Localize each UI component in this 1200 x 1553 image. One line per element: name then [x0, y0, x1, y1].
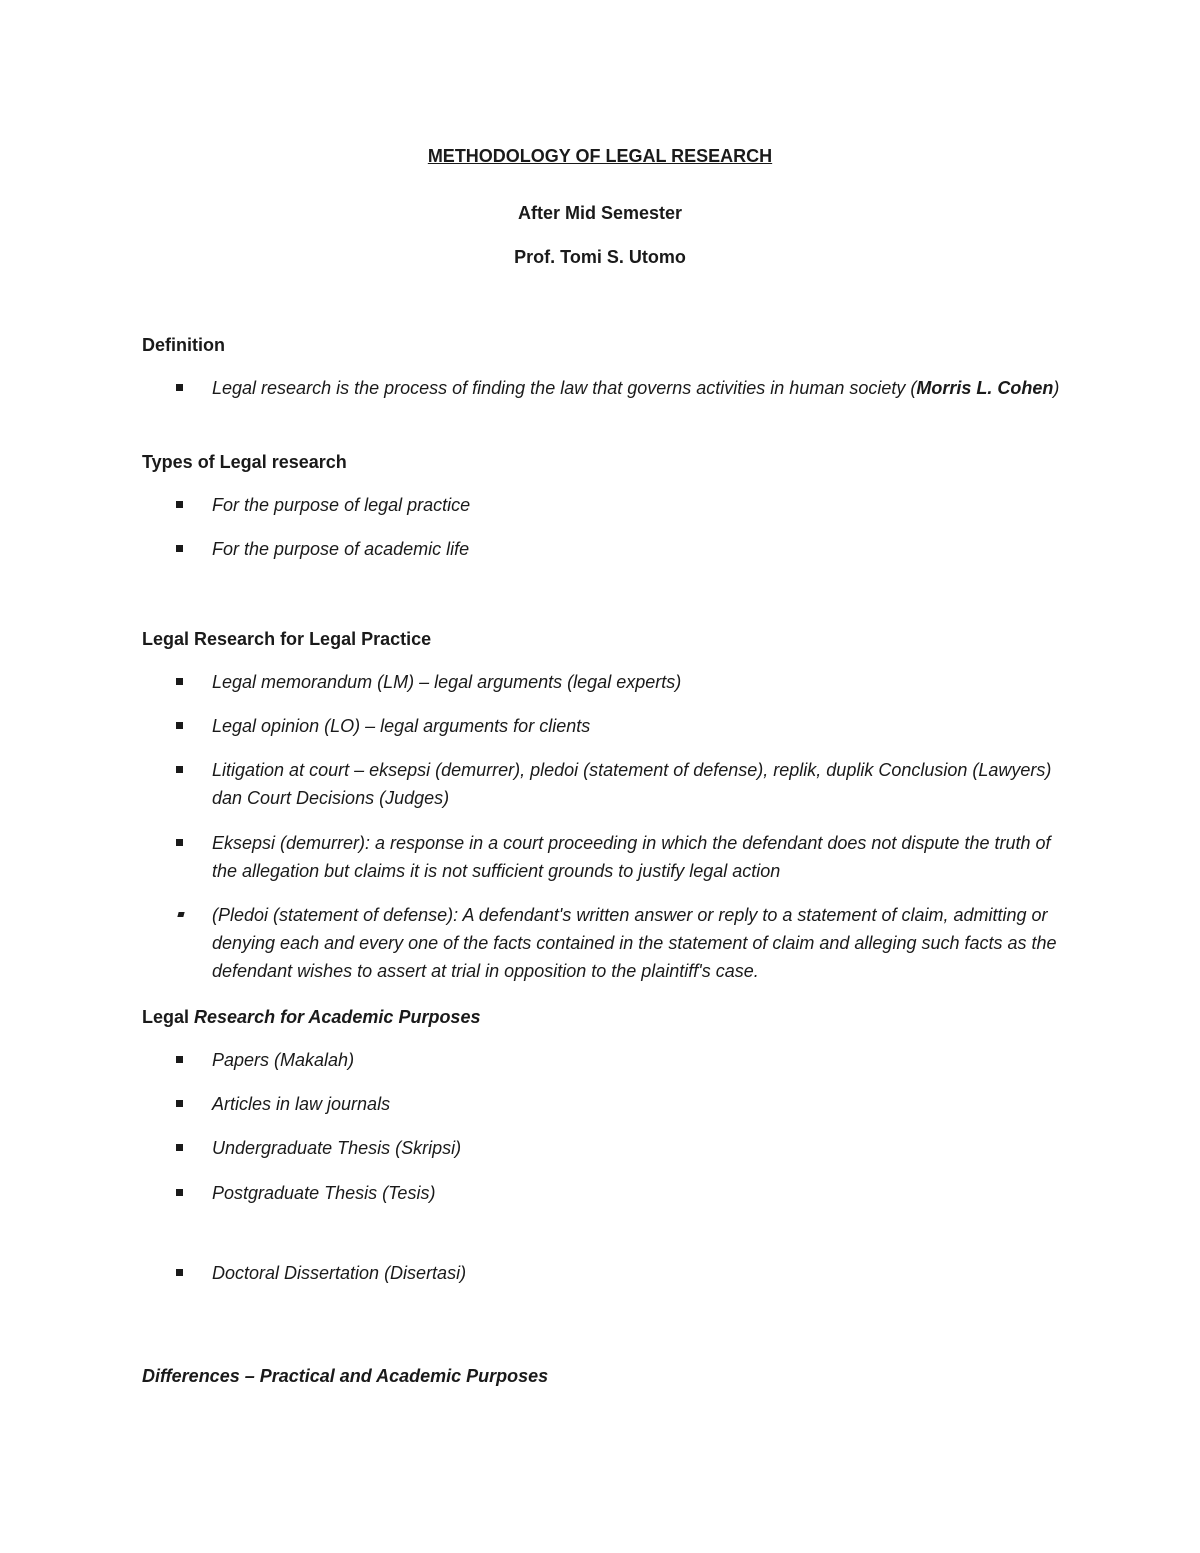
heading-plain-part: Legal	[142, 1007, 195, 1027]
list-item-text: For the purpose of academic life	[212, 539, 470, 559]
bullet-icon	[176, 1269, 183, 1276]
list-item-text: Litigation at court – eksepsi (demurrer), pledoi (statement of defense), replik, duplik Conclusion (Lawyers) dan Court Decisions (Judges)	[212, 760, 1052, 808]
list-item	[142, 712, 1072, 740]
bullet-icon	[176, 766, 183, 773]
section-heading-differences: Differences – Practical and Academic Purposes	[142, 1366, 549, 1386]
bullet-icon	[176, 1100, 183, 1107]
list-item-text: Doctoral Dissertation (Disertasi)	[212, 1263, 467, 1283]
list-item	[142, 535, 1072, 563]
list-item-text: Articles in law journals	[212, 1094, 391, 1114]
bullet-icon	[177, 912, 184, 917]
bullet-icon	[176, 384, 183, 391]
section-heading-practice: Legal Research for Legal Practice	[142, 629, 432, 649]
list-item	[142, 1179, 1072, 1207]
document-subtitle: After Mid Semester	[517, 203, 683, 223]
list-item	[142, 1090, 1072, 1118]
bullet-icon	[176, 545, 183, 552]
list-item	[142, 1134, 1072, 1162]
list-item	[142, 1259, 1072, 1287]
list-item	[142, 756, 1072, 812]
bullet-icon	[176, 839, 183, 846]
document-title: METHODOLOGY OF LEGAL RESEARCH	[427, 146, 773, 166]
list-item	[142, 491, 1072, 519]
section-heading-definition: Definition	[142, 335, 225, 355]
bullet-icon	[176, 678, 183, 685]
list-item	[142, 829, 1072, 885]
bullet-icon	[176, 722, 183, 729]
bullet-icon	[176, 1189, 183, 1196]
list-item-text: Undergraduate Thesis (Skripsi)	[212, 1138, 462, 1158]
bullet-icon	[176, 1144, 183, 1151]
bullet-icon	[176, 501, 183, 508]
list-item-text: Eksepsi (demurrer): a response in a court proceeding in which the defendant does not dispute the truth of the allegation but claims it is not sufficient grounds to justify legal action	[212, 833, 1051, 881]
list-item-text: Legal opinion (LO) – legal arguments for clients	[212, 716, 591, 736]
list-item-text: Papers (Makalah)	[212, 1050, 355, 1070]
document-author: Prof. Tomi S. Utomo	[514, 247, 686, 267]
section-heading-academic	[142, 1006, 480, 1028]
section-heading-types: Types of Legal research	[142, 452, 347, 472]
list-item-text: Legal memorandum (LM) – legal arguments (legal experts)	[212, 672, 682, 692]
definition-citation: Morris L. Cohen	[916, 378, 1054, 398]
list-item	[142, 901, 1072, 985]
list-item-text: Postgraduate Thesis (Tesis)	[212, 1183, 436, 1203]
list-item-text: (Pledoi (statement of defense): A defendant's written answer or reply to a statement of claim, admitting or denying each and every one of the facts contained in the statement of claim and alleging such facts as the defendant wishes to assert at trial in opposition to the plaintiff's case.	[212, 905, 1057, 981]
list-item-text: For the purpose of legal practice	[212, 495, 471, 515]
list-item	[142, 668, 1072, 696]
definition-suffix: )	[1053, 378, 1060, 398]
heading-italic-part: Research for Academic Purposes	[194, 1007, 481, 1027]
definition-text: Legal research is the process of finding the law that governs activities in human society (	[212, 378, 917, 398]
list-item	[142, 1046, 1072, 1074]
bullet-icon	[176, 1056, 183, 1063]
list-item	[142, 374, 1072, 402]
